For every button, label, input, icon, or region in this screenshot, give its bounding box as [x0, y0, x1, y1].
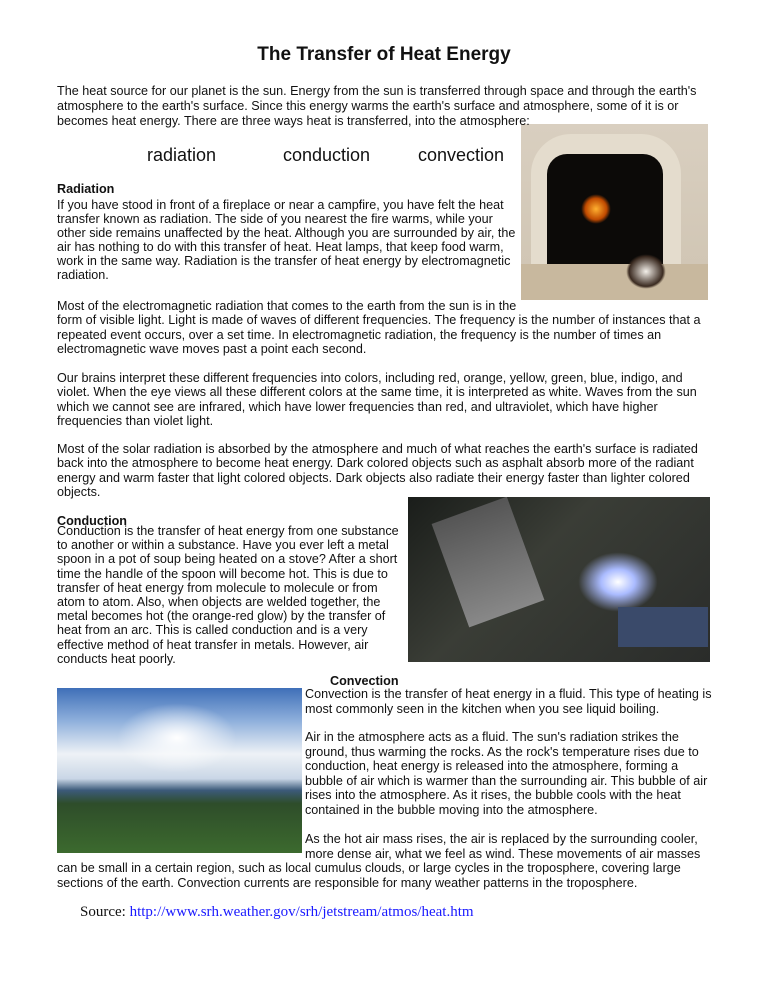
- text-line: objects.: [57, 484, 101, 499]
- source-citation: [80, 904, 474, 921]
- text-line: Convection is the transfer of heat energy in a fluid. This type of heating is: [305, 687, 712, 701]
- text-line: repeated event occurs, over a set time. In electromagnetic radiation, the frequency is the number of times an: [57, 327, 662, 342]
- text-line: conduction, heat energy is released into the atmosphere, forming a: [305, 759, 679, 774]
- source-link[interactable]: http://www.srh.weather.gov/srh/jetstream/atmos/heat.htm: [129, 904, 474, 920]
- welding-image: [408, 497, 710, 662]
- text-line: energy and warm faster that light colored objects. Dark objects also radiate their energy faster than lighter colored: [57, 470, 690, 485]
- text-line: The heat source for our planet is the sun. Energy from the sun is transferred through space and through the earth's: [57, 84, 697, 98]
- conduction-heading: Conduction: [57, 514, 127, 528]
- text-line: time the handle of the spoon will become hot. This is due to: [57, 566, 388, 581]
- source-label: Source:: [80, 904, 130, 920]
- text-line: atom to atom. Also, when objects are welded together, the: [57, 595, 381, 609]
- text-line: form of visible light. Light is made of waves of different frequencies. The frequency is the number of instances that a: [57, 313, 701, 328]
- text-line: If you have stood in front of a fireplace or near a campfire, you have felt the heat: [57, 198, 504, 212]
- text-line: transfer of heat energy from molecule to molecule or from: [57, 580, 378, 595]
- clouds-landscape-image: [57, 688, 302, 853]
- text-line: heat from an arc. This is called conduction and is a very: [57, 623, 368, 638]
- text-line: air has nothing to do with this transfer of heat. Heat lamps, that keep food warm,: [57, 240, 504, 254]
- text-line: to another or within a substance. Have you ever left a metal: [57, 538, 389, 553]
- text-line: becomes heat energy. There are three ways heat is transferred, into the atmosphere:: [57, 113, 530, 128]
- text-line: metal becomes hot (the orange-red glow) by the transfer of: [57, 609, 386, 624]
- text-line: Conduction is the transfer of heat energy from one substance: [57, 524, 399, 538]
- way-conduction: conduction: [283, 145, 371, 165]
- text-line: frequencies than violet light.: [57, 413, 214, 428]
- text-line: atmosphere to the earth's surface. Since this energy warms the earth's surface and atmosphere, some of it is or: [57, 98, 679, 113]
- radiation-heading: Radiation: [57, 182, 115, 196]
- text-line: sections of the earth. Convection currents are responsible for many weather patterns in the troposphere.: [57, 876, 638, 890]
- text-line: electromagnetic wave moves past a point each second.: [57, 341, 367, 356]
- text-line: Most of the solar radiation is absorbed by the atmosphere and much of what reaches the earth's surface is radiated: [57, 442, 698, 456]
- text-line: ground, thus warming the rocks. As the rock's temperature rises due to: [305, 744, 699, 759]
- text-line: effective method of heat transfer in metals. However, air: [57, 637, 369, 652]
- text-line: contained in the bubble moving into the atmosphere.: [305, 803, 598, 817]
- convection-heading: Convection: [330, 674, 399, 688]
- text-line: conducts heat poorly.: [57, 651, 176, 666]
- text-line: radiation.: [57, 268, 109, 282]
- text-line: back into the atmosphere to become heat energy. Dark colored objects such as asphalt absorb more of the radiant: [57, 456, 694, 471]
- way-convection: convection: [418, 145, 505, 165]
- text-line: bubble of air which is warmer than the surrounding air. This bubble of air: [305, 773, 708, 788]
- text-line: violet. When the eye views all these different colors at the same time, it is interpreted as white. Waves from the sun: [57, 385, 697, 400]
- text-line: which we cannot see are infrared, which have lower frequencies than red, and ultraviolet, which have higher: [57, 399, 658, 414]
- text-line: other side remains unaffected by the heat. Although you are surrounded by air, the: [57, 226, 516, 240]
- text-line: rises into the atmosphere. As it rises, the bubble cools with the heat: [305, 788, 681, 803]
- text-line: Our brains interpret these different frequencies into colors, including red, orange, yellow, green, blue, indigo, and: [57, 371, 683, 385]
- text-line: more dense air, what we feel as wind. These movements of air masses: [305, 847, 701, 861]
- text-line: work in the same way. Radiation is the transfer of heat energy by electromagnetic: [57, 254, 511, 268]
- fireplace-image: [521, 124, 708, 300]
- text-line: transfer known as radiation. The side of you nearest the fire warms, while your: [57, 212, 493, 226]
- text-line: As the hot air mass rises, the air is replaced by the surrounding cooler,: [305, 832, 698, 846]
- text-line: Air in the atmosphere acts as a fluid. The sun's radiation strikes the: [305, 730, 679, 744]
- page-title: The Transfer of Heat Energy: [257, 44, 511, 65]
- text-line: can be small in a certain region, such as local cumulus clouds, or large cycles in the troposphere, covering large: [57, 861, 681, 875]
- text-line: most commonly seen in the kitchen when you see liquid boiling.: [305, 702, 660, 716]
- text-line: Most of the electromagnetic radiation that comes to the earth from the sun is in the: [57, 299, 517, 313]
- way-radiation: radiation: [147, 145, 217, 165]
- text-line: spoon in a pot of soup being heated on a stove? After a short: [57, 552, 398, 567]
